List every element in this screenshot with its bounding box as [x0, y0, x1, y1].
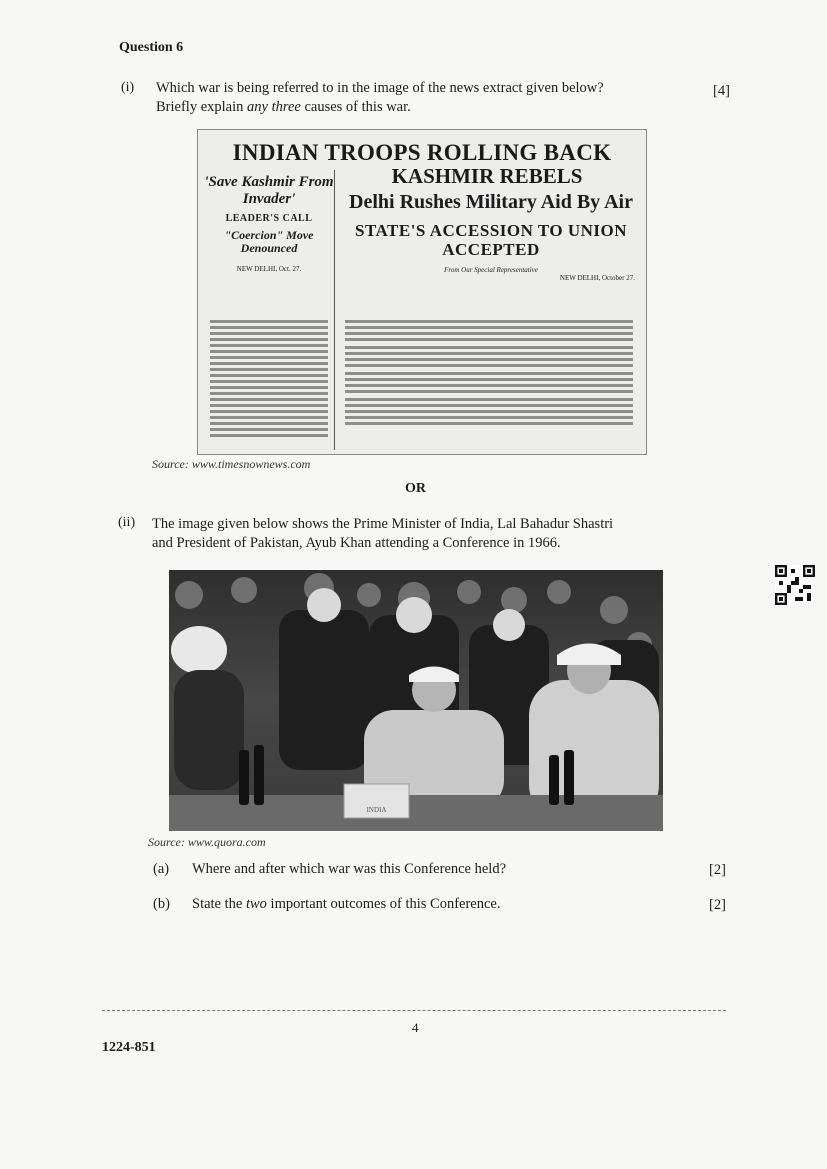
part-i-line1: Which war is being referred to in the image of the news extract given below? [156, 80, 604, 96]
or-separator: OR [405, 481, 426, 496]
part-ii-number: (ii) [118, 515, 136, 530]
paper-code: 1224-851 [102, 1040, 156, 1055]
byline: From Our Special Representative [444, 266, 538, 274]
sub-b-text-post: important outcomes of this Conference. [266, 896, 501, 912]
left-column-head: 'Save Kashmir From Invader' [204, 174, 334, 207]
part-i-question [156, 79, 604, 117]
sub-b-label: (b) [153, 896, 170, 912]
part-ii-line2: and President of Pakistan, Ayub Khan attending a Conference in 1966. [152, 535, 561, 551]
left-column-dateline: NEW DELHI, Oct. 27. [236, 265, 302, 273]
right-column-head2: STATE'S ACCESSION TO UNION ACCEPTED [354, 221, 628, 259]
part-i-line2-pre: Briefly explain [156, 99, 248, 115]
part-i-source: Source: www.timesnownews.com [152, 457, 311, 471]
qr-code-icon [775, 565, 815, 605]
left-column-sub: LEADER'S CALL [225, 213, 313, 224]
left-column-sub2: "Coercion" Move Denounced [224, 228, 314, 255]
headline-line2: KASHMIR REBELS [391, 164, 583, 188]
newspaper-extract-image [197, 129, 647, 455]
part-i-number: (i) [121, 80, 135, 95]
sub-a-label: (a) [153, 861, 170, 877]
sub-b-marks: [2] [709, 897, 726, 913]
headline-line1: INDIAN TROOPS ROLLING BACK [232, 140, 612, 165]
right-column-head1: Delhi Rushes Military Aid By Air [349, 191, 633, 213]
sub-a-text: Where and after which war was this Conference held? [192, 861, 507, 877]
newspaper-right-column [341, 192, 641, 282]
footer-divider [102, 1010, 726, 1011]
page-number: 4 [412, 1020, 419, 1035]
name-plate-text: INDIA [366, 806, 387, 814]
part-ii-source: Source: www.quora.com [148, 835, 266, 849]
part-ii-question [152, 515, 613, 553]
part-i-marks: [4] [713, 83, 730, 99]
newspaper-left-column [204, 170, 335, 450]
part-ii-line1: The image given below shows the Prime Minister of India, Lal Bahadur Shastri [152, 516, 614, 532]
part-i-line2 [156, 98, 604, 117]
sub-b-text [192, 895, 500, 914]
sub-a-marks: [2] [709, 862, 726, 878]
sub-b-text-em: two [245, 896, 267, 912]
conference-photo [169, 570, 663, 831]
sub-b-text-pre: State the [192, 896, 246, 912]
dateline: NEW DELHI, October 27. [559, 274, 635, 282]
part-i-line2-post: causes of this war. [300, 99, 411, 115]
right-column-body-text [345, 320, 633, 428]
left-column-body-text [210, 320, 328, 440]
question-title: Question 6 [119, 40, 184, 55]
part-i-line2-em: any three [247, 99, 301, 115]
